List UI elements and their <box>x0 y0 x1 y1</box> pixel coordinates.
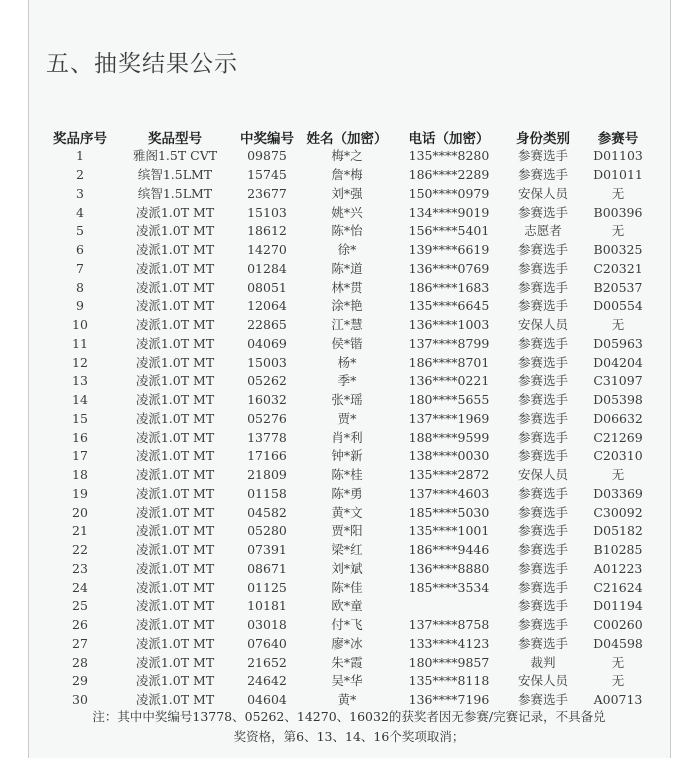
cell-prize-model: 凌派1.0T MT <box>135 654 215 670</box>
table-row <box>44 597 654 616</box>
note-line-2: 奖资格，第6、13、14、16个奖项取消； <box>233 729 465 744</box>
cell-prize-model: 凌派1.0T MT <box>135 504 215 520</box>
cell-prize-index: 23 <box>72 560 88 576</box>
cell-contestant-id: D04598 <box>593 635 643 651</box>
table-row <box>44 616 654 635</box>
cell-name: 林*贯 <box>331 279 363 295</box>
table-row <box>44 578 654 597</box>
cell-prize-index: 16 <box>72 429 88 445</box>
cell-phone: 156****5401 <box>408 223 490 239</box>
cell-identity-type: 参赛选手 <box>517 485 568 501</box>
cell-prize-model: 凌派1.0T MT <box>135 373 215 389</box>
cell-winning-number: 04069 <box>247 335 287 351</box>
cell-prize-model: 雅阁1.5T CVT <box>132 148 218 164</box>
cell-identity-type: 参赛选手 <box>517 617 568 633</box>
cell-winning-number: 13778 <box>247 429 287 445</box>
cell-phone: 150****0979 <box>408 185 490 201</box>
cell-name: 廖*冰 <box>331 635 363 651</box>
cell-winning-number: 03018 <box>247 617 287 633</box>
cell-phone: 137****8799 <box>408 335 490 351</box>
table-row <box>44 391 654 410</box>
cell-name: 刘*强 <box>331 185 363 201</box>
cell-phone: 136****0221 <box>408 373 490 389</box>
column-header-contestant-id: 参赛号 <box>597 131 639 147</box>
cell-phone: 180****5655 <box>408 392 490 408</box>
cell-phone: 135****8118 <box>408 673 490 689</box>
cell-phone: 137****1969 <box>408 410 490 426</box>
cell-name: 姚*兴 <box>331 204 363 220</box>
cell-identity-type: 安保人员 <box>517 317 568 333</box>
table-row <box>44 222 654 241</box>
cell-name: 陈*怡 <box>331 223 363 239</box>
cell-prize-index: 13 <box>72 373 88 389</box>
cell-contestant-id: D05963 <box>593 335 643 351</box>
cell-prize-index: 17 <box>72 448 88 464</box>
cell-prize-model: 凌派1.0T MT <box>135 598 215 614</box>
cell-prize-index: 15 <box>72 410 88 426</box>
cell-identity-type: 参赛选手 <box>517 167 568 183</box>
table-row <box>44 260 654 279</box>
cell-phone: 186****9446 <box>408 542 490 558</box>
cell-identity-type: 参赛选手 <box>517 579 568 595</box>
cell-phone: 135****8280 <box>408 148 490 164</box>
table-row <box>44 335 654 354</box>
cell-winning-number: 23677 <box>247 185 287 201</box>
cell-prize-model: 凌派1.0T MT <box>135 560 215 576</box>
cell-name: 贾* <box>337 410 357 426</box>
cell-winning-number: 15745 <box>247 167 287 183</box>
cell-prize-model: 凌派1.0T MT <box>135 448 215 464</box>
table-row <box>44 541 654 560</box>
section-title: 五、抽奖结果公示 <box>46 51 238 77</box>
cell-phone: 137****8758 <box>408 617 490 633</box>
cell-contestant-id: B00325 <box>593 242 643 258</box>
cell-prize-index: 4 <box>76 204 84 220</box>
cell-phone: 185****3534 <box>408 579 490 595</box>
cell-prize-index: 5 <box>76 223 84 239</box>
cell-winning-number: 18612 <box>247 223 287 239</box>
cell-phone: 186****2289 <box>408 167 490 183</box>
cell-contestant-id: C21624 <box>593 579 643 595</box>
cell-prize-index: 8 <box>76 279 84 295</box>
cell-prize-index: 18 <box>72 467 88 483</box>
cell-identity-type: 参赛选手 <box>517 523 568 539</box>
cell-contestant-id: D00554 <box>593 298 643 314</box>
cell-name: 徐* <box>337 242 357 258</box>
cell-name: 张*瑶 <box>331 392 363 408</box>
cell-phone: 186****1683 <box>408 279 490 295</box>
cell-prize-model: 凌派1.0T MT <box>135 317 215 333</box>
cell-identity-type: 参赛选手 <box>517 542 568 558</box>
cell-prize-index: 7 <box>76 260 84 276</box>
cell-prize-model: 凌派1.0T MT <box>135 204 215 220</box>
cell-name: 黄*文 <box>331 504 363 520</box>
cell-prize-model: 凌派1.0T MT <box>135 298 215 314</box>
cell-identity-type: 参赛选手 <box>517 560 568 576</box>
cell-name: 付*飞 <box>331 617 363 633</box>
table-row <box>44 166 654 185</box>
cell-contestant-id: B10285 <box>593 542 643 558</box>
cell-identity-type: 参赛选手 <box>517 279 568 295</box>
cell-prize-model: 缤智1.5LMT <box>137 185 213 201</box>
cell-winning-number: 09875 <box>247 148 287 164</box>
cell-winning-number: 05262 <box>247 373 287 389</box>
cell-name: 黄* <box>337 692 357 708</box>
cell-contestant-id: 无 <box>611 317 625 333</box>
cell-contestant-id: C20310 <box>593 448 643 464</box>
column-header-identity-type: 身份类别 <box>516 131 570 147</box>
cell-identity-type: 参赛选手 <box>517 148 568 164</box>
cell-phone <box>394 597 504 616</box>
cell-name: 欧*童 <box>331 598 363 614</box>
cell-name: 江*慧 <box>331 317 363 333</box>
cell-prize-index: 28 <box>72 654 88 670</box>
cell-winning-number: 08051 <box>247 279 287 295</box>
cell-prize-model: 缤智1.5LMT <box>137 167 213 183</box>
cell-identity-type: 参赛选手 <box>517 242 568 258</box>
cell-winning-number: 10181 <box>247 598 287 614</box>
cell-prize-model: 凌派1.0T MT <box>135 635 215 651</box>
cell-phone: 135****2872 <box>408 467 490 483</box>
cell-prize-index: 27 <box>72 635 88 651</box>
cell-winning-number: 21652 <box>247 654 287 670</box>
table-row <box>44 428 654 447</box>
cell-winning-number: 15003 <box>247 354 287 370</box>
table-row <box>44 297 654 316</box>
cell-identity-type: 参赛选手 <box>517 335 568 351</box>
cell-name: 梅*之 <box>331 148 363 164</box>
cell-name: 陈*佳 <box>331 579 363 595</box>
cell-winning-number: 17166 <box>247 448 287 464</box>
cell-prize-index: 10 <box>72 317 88 333</box>
table-row <box>44 522 654 541</box>
table-row <box>44 372 654 391</box>
cell-winning-number: 01158 <box>247 485 287 501</box>
cell-prize-model: 凌派1.0T MT <box>135 223 215 239</box>
cell-prize-model: 凌派1.0T MT <box>135 692 215 708</box>
cell-contestant-id: D03369 <box>593 485 643 501</box>
cell-phone: 133****4123 <box>408 635 490 651</box>
cell-contestant-id: 无 <box>611 673 625 689</box>
cell-name: 詹*梅 <box>331 167 363 183</box>
cell-identity-type: 参赛选手 <box>517 692 568 708</box>
cell-prize-model: 凌派1.0T MT <box>135 467 215 483</box>
cell-identity-type: 安保人员 <box>517 673 568 689</box>
cell-name: 涂*艳 <box>331 298 363 314</box>
cell-winning-number: 05280 <box>247 523 287 539</box>
cell-phone: 185****5030 <box>408 504 490 520</box>
cell-identity-type: 参赛选手 <box>517 429 568 445</box>
cell-phone: 134****9019 <box>408 204 490 220</box>
cell-contestant-id: D01011 <box>593 167 643 183</box>
cell-phone: 188****9599 <box>408 429 490 445</box>
cell-contestant-id: C21269 <box>593 429 643 445</box>
cell-prize-model: 凌派1.0T MT <box>135 523 215 539</box>
cell-prize-index: 12 <box>72 354 88 370</box>
cell-contestant-id: 无 <box>611 654 625 670</box>
cell-identity-type: 裁判 <box>530 654 556 670</box>
cell-prize-model: 凌派1.0T MT <box>135 617 215 633</box>
cell-prize-model: 凌派1.0T MT <box>135 279 215 295</box>
table-row <box>44 447 654 466</box>
cell-prize-index: 26 <box>72 617 88 633</box>
column-header-prize-model: 奖品型号 <box>148 131 202 147</box>
column-header-name: 姓名（加密） <box>306 131 388 147</box>
cell-winning-number: 24642 <box>247 673 287 689</box>
cell-phone: 138****0030 <box>408 448 490 464</box>
cell-phone: 135****6645 <box>408 298 490 314</box>
cell-identity-type: 安保人员 <box>517 467 568 483</box>
table-row <box>44 353 654 372</box>
cell-prize-index: 9 <box>76 298 84 314</box>
column-header-winning-number: 中奖编号 <box>240 131 294 147</box>
table-row <box>44 203 654 222</box>
cell-contestant-id: C30092 <box>593 504 643 520</box>
cell-prize-index: 11 <box>72 335 88 351</box>
cell-identity-type: 志愿者 <box>524 223 562 239</box>
column-header-phone: 电话（加密） <box>408 131 490 147</box>
cell-name: 钟*新 <box>331 448 363 464</box>
cell-winning-number: 22865 <box>247 317 287 333</box>
cell-phone: 135****1001 <box>408 523 490 539</box>
cell-phone: 186****8701 <box>408 354 490 370</box>
cell-identity-type: 参赛选手 <box>517 635 568 651</box>
cell-name: 朱*霞 <box>331 654 363 670</box>
cell-prize-model: 凌派1.0T MT <box>135 542 215 558</box>
cell-prize-index: 6 <box>76 242 84 258</box>
cell-phone: 136****1003 <box>408 317 490 333</box>
table-row <box>44 560 654 579</box>
cell-name: 陈*桂 <box>331 467 363 483</box>
cell-phone: 180****9857 <box>408 654 490 670</box>
cell-name: 梁*红 <box>331 542 363 558</box>
cell-winning-number: 01125 <box>247 579 287 595</box>
cell-identity-type: 参赛选手 <box>517 448 568 464</box>
cell-contestant-id: D06632 <box>593 410 643 426</box>
cell-name: 吴*华 <box>331 673 363 689</box>
cell-prize-index: 25 <box>72 598 88 614</box>
cell-prize-index: 1 <box>76 148 84 164</box>
cell-prize-index: 3 <box>76 185 84 201</box>
cell-prize-model: 凌派1.0T MT <box>135 410 215 426</box>
cell-prize-model: 凌派1.0T MT <box>135 673 215 689</box>
table-row <box>44 503 654 522</box>
cell-identity-type: 参赛选手 <box>517 392 568 408</box>
cell-prize-index: 30 <box>72 692 88 708</box>
cell-prize-model: 凌派1.0T MT <box>135 354 215 370</box>
cell-prize-index: 19 <box>72 485 88 501</box>
cell-identity-type: 参赛选手 <box>517 204 568 220</box>
cell-prize-index: 21 <box>72 523 88 539</box>
cell-prize-model: 凌派1.0T MT <box>135 485 215 501</box>
cell-contestant-id: D05398 <box>593 392 643 408</box>
cell-winning-number: 04604 <box>247 692 287 708</box>
cell-contestant-id: D04204 <box>593 354 643 370</box>
cell-name: 侯*锴 <box>331 335 363 351</box>
cell-contestant-id: C31097 <box>593 373 643 389</box>
cell-winning-number: 16032 <box>247 392 287 408</box>
cell-name: 季* <box>337 373 357 389</box>
cell-contestant-id: A00713 <box>593 692 643 708</box>
cell-prize-model: 凌派1.0T MT <box>135 335 215 351</box>
cell-prize-model: 凌派1.0T MT <box>135 429 215 445</box>
cell-prize-index: 2 <box>76 167 84 183</box>
cell-identity-type: 参赛选手 <box>517 298 568 314</box>
table-row <box>44 653 654 672</box>
cell-identity-type: 参赛选手 <box>517 373 568 389</box>
cell-phone: 136****8880 <box>408 560 490 576</box>
cell-prize-index: 24 <box>72 579 88 595</box>
cell-winning-number: 07391 <box>247 542 287 558</box>
note-line-1: 注：其中中奖编号13778、05262、14270、16032的获奖者因无参赛/完赛记录，不具备兑 <box>92 709 606 724</box>
cell-name: 刘*斌 <box>331 560 363 576</box>
cell-winning-number: 14270 <box>247 242 287 258</box>
cell-prize-index: 29 <box>72 673 88 689</box>
cell-contestant-id: D01194 <box>593 598 643 614</box>
cell-contestant-id: A01223 <box>593 560 643 576</box>
cell-prize-model: 凌派1.0T MT <box>135 579 215 595</box>
cell-contestant-id: D05182 <box>593 523 643 539</box>
cell-winning-number: 04582 <box>247 504 287 520</box>
cell-prize-model: 凌派1.0T MT <box>135 392 215 408</box>
cell-contestant-id: B20537 <box>593 279 643 295</box>
table-row <box>44 635 654 654</box>
cell-winning-number: 08671 <box>247 560 287 576</box>
cell-prize-index: 22 <box>72 542 88 558</box>
cell-name: 陈*勇 <box>331 485 363 501</box>
cell-prize-index: 14 <box>72 392 88 408</box>
cell-contestant-id: C20321 <box>593 260 643 276</box>
cell-contestant-id: B00396 <box>593 204 643 220</box>
cell-contestant-id: 无 <box>611 185 625 201</box>
cell-winning-number: 05276 <box>247 410 287 426</box>
cell-prize-model: 凌派1.0T MT <box>135 242 215 258</box>
cell-name: 肖*利 <box>331 429 363 445</box>
table-row <box>44 672 654 691</box>
cell-prize-model: 凌派1.0T MT <box>135 260 215 276</box>
table-row <box>44 278 654 297</box>
lottery-results-table <box>44 127 654 710</box>
cell-name: 陈*道 <box>331 260 363 276</box>
cell-identity-type: 参赛选手 <box>517 354 568 370</box>
cell-winning-number: 21809 <box>247 467 287 483</box>
table-row <box>44 147 654 166</box>
cell-phone: 137****4603 <box>408 485 490 501</box>
table-row <box>44 466 654 485</box>
cell-contestant-id: D01103 <box>593 148 643 164</box>
table-row <box>44 185 654 204</box>
cell-contestant-id: 无 <box>611 223 625 239</box>
cell-name: 杨* <box>337 354 357 370</box>
table-header-row <box>44 127 654 147</box>
cell-identity-type: 参赛选手 <box>517 260 568 276</box>
cell-identity-type: 参赛选手 <box>517 410 568 426</box>
table-row <box>44 410 654 429</box>
table-row <box>44 316 654 335</box>
cell-prize-index: 20 <box>72 504 88 520</box>
cell-winning-number: 07640 <box>247 635 287 651</box>
cell-identity-type: 参赛选手 <box>517 598 568 614</box>
table-row <box>44 241 654 260</box>
cell-phone: 136****0769 <box>408 260 490 276</box>
cell-winning-number: 01284 <box>247 260 287 276</box>
cell-phone: 136****7196 <box>408 692 490 708</box>
cell-contestant-id: 无 <box>611 467 625 483</box>
cell-contestant-id: C00260 <box>593 617 643 633</box>
cell-identity-type: 参赛选手 <box>517 504 568 520</box>
cell-identity-type: 安保人员 <box>517 185 568 201</box>
column-header-prize-index: 奖品序号 <box>53 131 107 147</box>
cell-name: 贾*阳 <box>331 523 363 539</box>
cell-winning-number: 15103 <box>247 204 287 220</box>
table-row <box>44 485 654 504</box>
cell-phone: 139****6619 <box>408 242 490 258</box>
cell-winning-number: 12064 <box>247 298 287 314</box>
